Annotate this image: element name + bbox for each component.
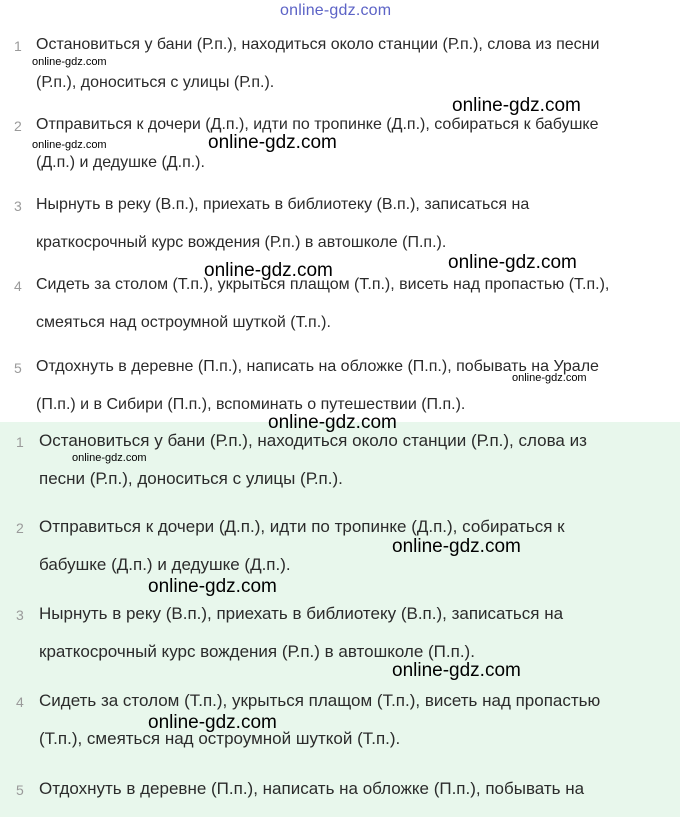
item-line: Отдохнуть в деревне (П.п.), написать на обложке (П.п.), побывать на [39,779,585,798]
item-line: (П.п.) и в Сибири (П.п.), вспоминать о путешествии (П.п.). [36,396,466,413]
item-text [36,106,674,182]
watermark-text: online-gdz.com [452,95,581,116]
item-text [39,595,674,671]
item-line: Сидеть за столом (Т.п.), укрыться плащом (Т.п.), висеть над пропастью (Т.п.), [36,276,610,293]
item-number: 4 [14,278,22,294]
item-number: 5 [16,782,24,798]
item-text [39,508,674,584]
watermark-text: online-gdz.com [148,712,277,733]
item-line: Сидеть за столом (Т.п.), укрыться плащом (Т.п.), висеть над пропастью [39,691,601,710]
watermark-text: online-gdz.com [204,260,333,281]
item-number: 3 [14,198,22,214]
watermark-text: online-gdz.com [392,536,521,557]
watermark-text: online-gdz.com [72,452,147,464]
item-line: Остановиться у бани (Р.п.), находиться около станции (Р.п.), слова из песни [36,36,600,53]
item-line: (Т.п.), смеяться над остроумной шуткой (Т.п.). [39,729,401,748]
item-text [36,266,674,342]
item-line: Отдохнуть в деревне (П.п.), написать на обложке (П.п.), побывать на Урале [36,358,599,375]
item-number: 1 [16,434,24,450]
item-line: Отправиться к дочери (Д.п.), идти по тропинке (Д.п.), собираться к бабушке [36,116,599,133]
watermark-text: online-gdz.com [280,2,392,19]
watermark-text: online-gdz.com [512,372,587,384]
item-text [36,26,674,102]
item-number: 2 [14,118,22,134]
item-line: (Р.п.), доноситься с улицы (Р.п.). [36,74,275,91]
item-text [39,682,674,758]
item-number: 3 [16,607,24,623]
watermark-text: online-gdz.com [32,56,107,68]
item-line: Остановиться у бани (Р.п.), находиться около станции (Р.п.), слова из [39,431,587,450]
item-number: 1 [14,38,22,54]
item-line: Нырнуть в реку (В.п.), приехать в библиотеку (В.п.), записаться на [39,604,564,623]
watermark-text: online-gdz.com [148,576,277,597]
item-line: песни (Р.п.), доноситься с улицы (Р.п.). [39,469,343,488]
item-line: (Д.п.) и дедушке (Д.п.). [36,154,205,171]
item-number: 2 [16,520,24,536]
item-text [39,770,674,808]
answer-section-solution [0,422,680,817]
item-number: 5 [14,360,22,376]
item-number: 4 [16,694,24,710]
item-line: бабушке (Д.п.) и дедушке (Д.п.). [39,555,291,574]
item-line: смеяться над остроумной шуткой (Т.п.). [36,314,331,331]
watermark-text: online-gdz.com [448,252,577,273]
watermark-text: online-gdz.com [208,132,337,153]
item-text [36,186,674,262]
item-line: Нырнуть в реку (В.п.), приехать в библиотеку (В.п.), записаться на [36,196,530,213]
item-line: краткосрочный курс вождения (Р.п.) в автошколе (П.п.). [39,642,475,661]
watermark-text: online-gdz.com [392,660,521,681]
watermark-text: online-gdz.com [32,139,107,151]
item-line: краткосрочный курс вождения (Р.п.) в автошколе (П.п.). [36,234,447,251]
watermark-text: online-gdz.com [268,412,397,433]
item-line: Отправиться к дочери (Д.п.), идти по тропинке (Д.п.), собираться к [39,517,565,536]
